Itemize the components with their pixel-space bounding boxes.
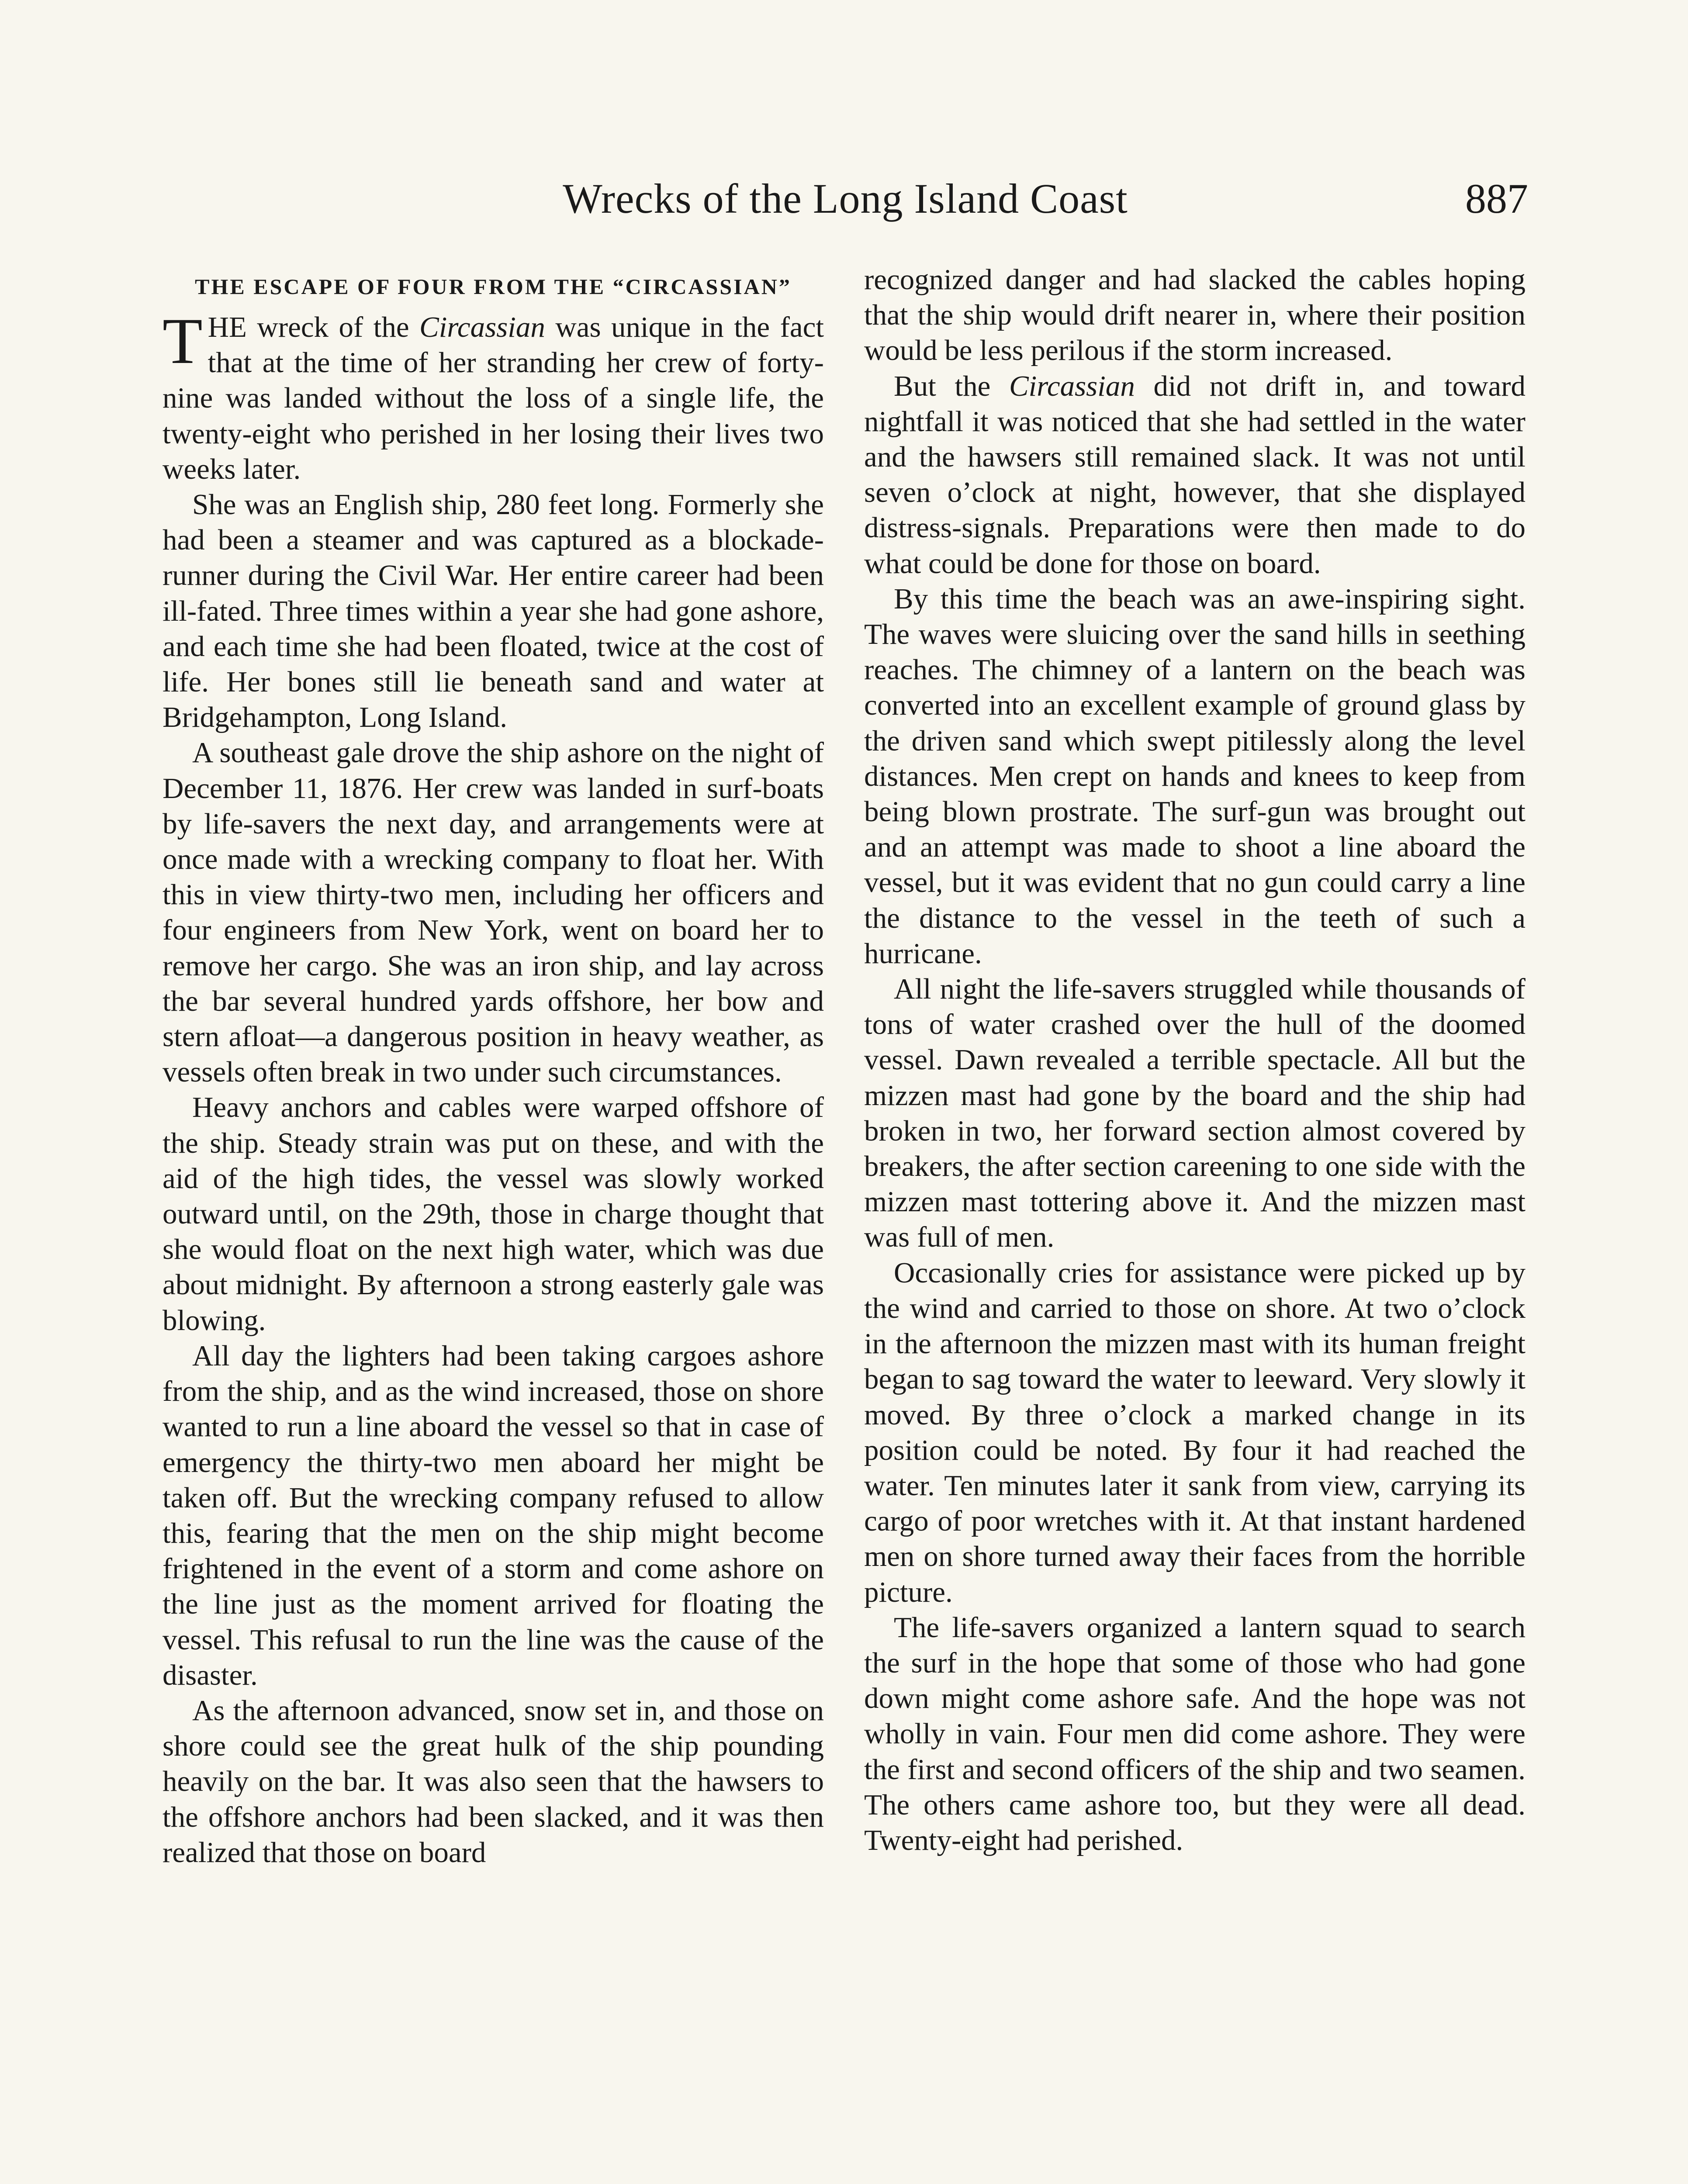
ship-name: Circassian [419,311,545,343]
paragraph: recognized danger and had slacked the cables hoping that the ship would drift nearer in, where their position would be less perilous if the storm increased. [864,263,1525,367]
paragraph: All day the lighters had been taking cargoes ashore from the ship, and as the wind increased, those on shore wanted to run a line aboard the vessel so that in case of emergency the thirty-two men aboard her might be taken off. But the wrecking company refused to allow this, fearing that the men on the ship might become frightened in the event of a storm and come ashore on the line just as the moment arrived for floating the vessel. This refusal to run the line was the cause of the disaster. [163,1339,824,1691]
left-column [163,262,824,1870]
paragraph: All night the life-savers struggled while thousands of tons of water crashed over the hull of the doomed vessel. Dawn revealed a terrible spectacle. All but the mizzen mast had gone by the board and the ship had broken in two, her forward section almost covered by breakers, the after section careening to one side with the mizzen mast tottering above it. And the mizzen mast was full of men. [864,973,1525,1254]
page-number: 887 [1465,175,1528,222]
paragraph: Occasionally cries for assistance were picked up by the wind and carried to those on shore. At two o’clock in the afternoon the mizzen mast with its human freight began to sag toward the water to leeward. Very slowly it moved. By three o’clock a marked change in its position could be noted. By four it had reached the water. Ten minutes later it sank from view, carrying its cargo of poor wretches with it. At that instant hardened men on shore turned away their faces from the horrible picture. [864,1256,1525,1608]
paragraph: She was an English ship, 280 feet long. Formerly she had been a steamer and was captured as a blockade-runner during the Civil War. Her entire career had been ill-fated. Three times within a year she had gone ashore, and each time she had been floated, twice at the cost of life. Her bones still lie beneath sand and water at Bridgehampton, Long Island. [163,488,824,734]
page-header [163,170,1528,236]
running-title: Wrecks of the Long Island Coast [563,175,1128,222]
paragraph: A southeast gale drove the ship ashore on the night of December 11, 1876. Her crew was landed in surf-boats by life-savers the next day, and arrangements were at once made with a wrecking company to float her. With this in view thirty-two men, including her officers and four engineers from New York, went on board her to remove her cargo. She was an iron ship, and lay across the bar several hundred yards offshore, her bow and stern afloat—a dangerous position in heavy weather, as vessels often break in two under such circumstances. [163,736,824,1089]
paragraph: As the afternoon advanced, snow set in, and those on shore could see the great hulk of the ship pounding heavily on the bar. It was also seen that the hawsers to the offshore anchors had been slacked, and it was then realized that those on board [163,1694,824,1869]
right-column [864,262,1525,1858]
paragraph: Heavy anchors and cables were warped offshore of the ship. Steady strain was put on these, and with the aid of the high tides, the vessel was slowly worked outward until, on the 29th, those in charge thought that she would float on the next high water, which was due about midnight. By afternoon a strong easterly gale was blowing. [163,1091,824,1337]
paragraph: The life-savers organized a lantern squad to search the surf in the hope that some of those who had gone down might come ashore safe. And the hope was not wholly in vain. Four men did come ashore. They were the first and second officers of the ship and two seamen. The others came ashore too, but they were all dead. Twenty-eight had perished. [864,1611,1525,1856]
paragraph: By this time the beach was an awe-inspiring sight. The waves were sluicing over the sand hills in seething reaches. The chimney of a lantern on the beach was converted into an excellent example of ground glass by the driven sand which swept pitilessly along the level distances. Men crept on hands and knees to keep from being blown prostrate. The surf-gun was brought out and an attempt was made to shoot a line aboard the vessel, but it was evident that no gun could carry a line the distance to the vessel in the teeth of such a hurricane. [864,582,1525,970]
ship-name: Circassian [1009,370,1135,402]
section-title: THE ESCAPE OF FOUR FROM THE “CIRCASSIAN” [195,274,792,299]
paragraph: THE wreck of the Circassian was unique in the fact that at the time of her stranding her crew of forty-nine was landed without the loss of a single life, the twenty-eight who perished in her losing their lives two weeks later. [163,305,824,485]
paragraph: But the Circassian did not drift in, and toward nightfall it was noticed that she had settled in the water and the hawsers still remained slack. It was not until seven o’clock at night, however, that she displayed distress-signals. Preparations were then made to do what could be done for those on board. [864,370,1526,580]
